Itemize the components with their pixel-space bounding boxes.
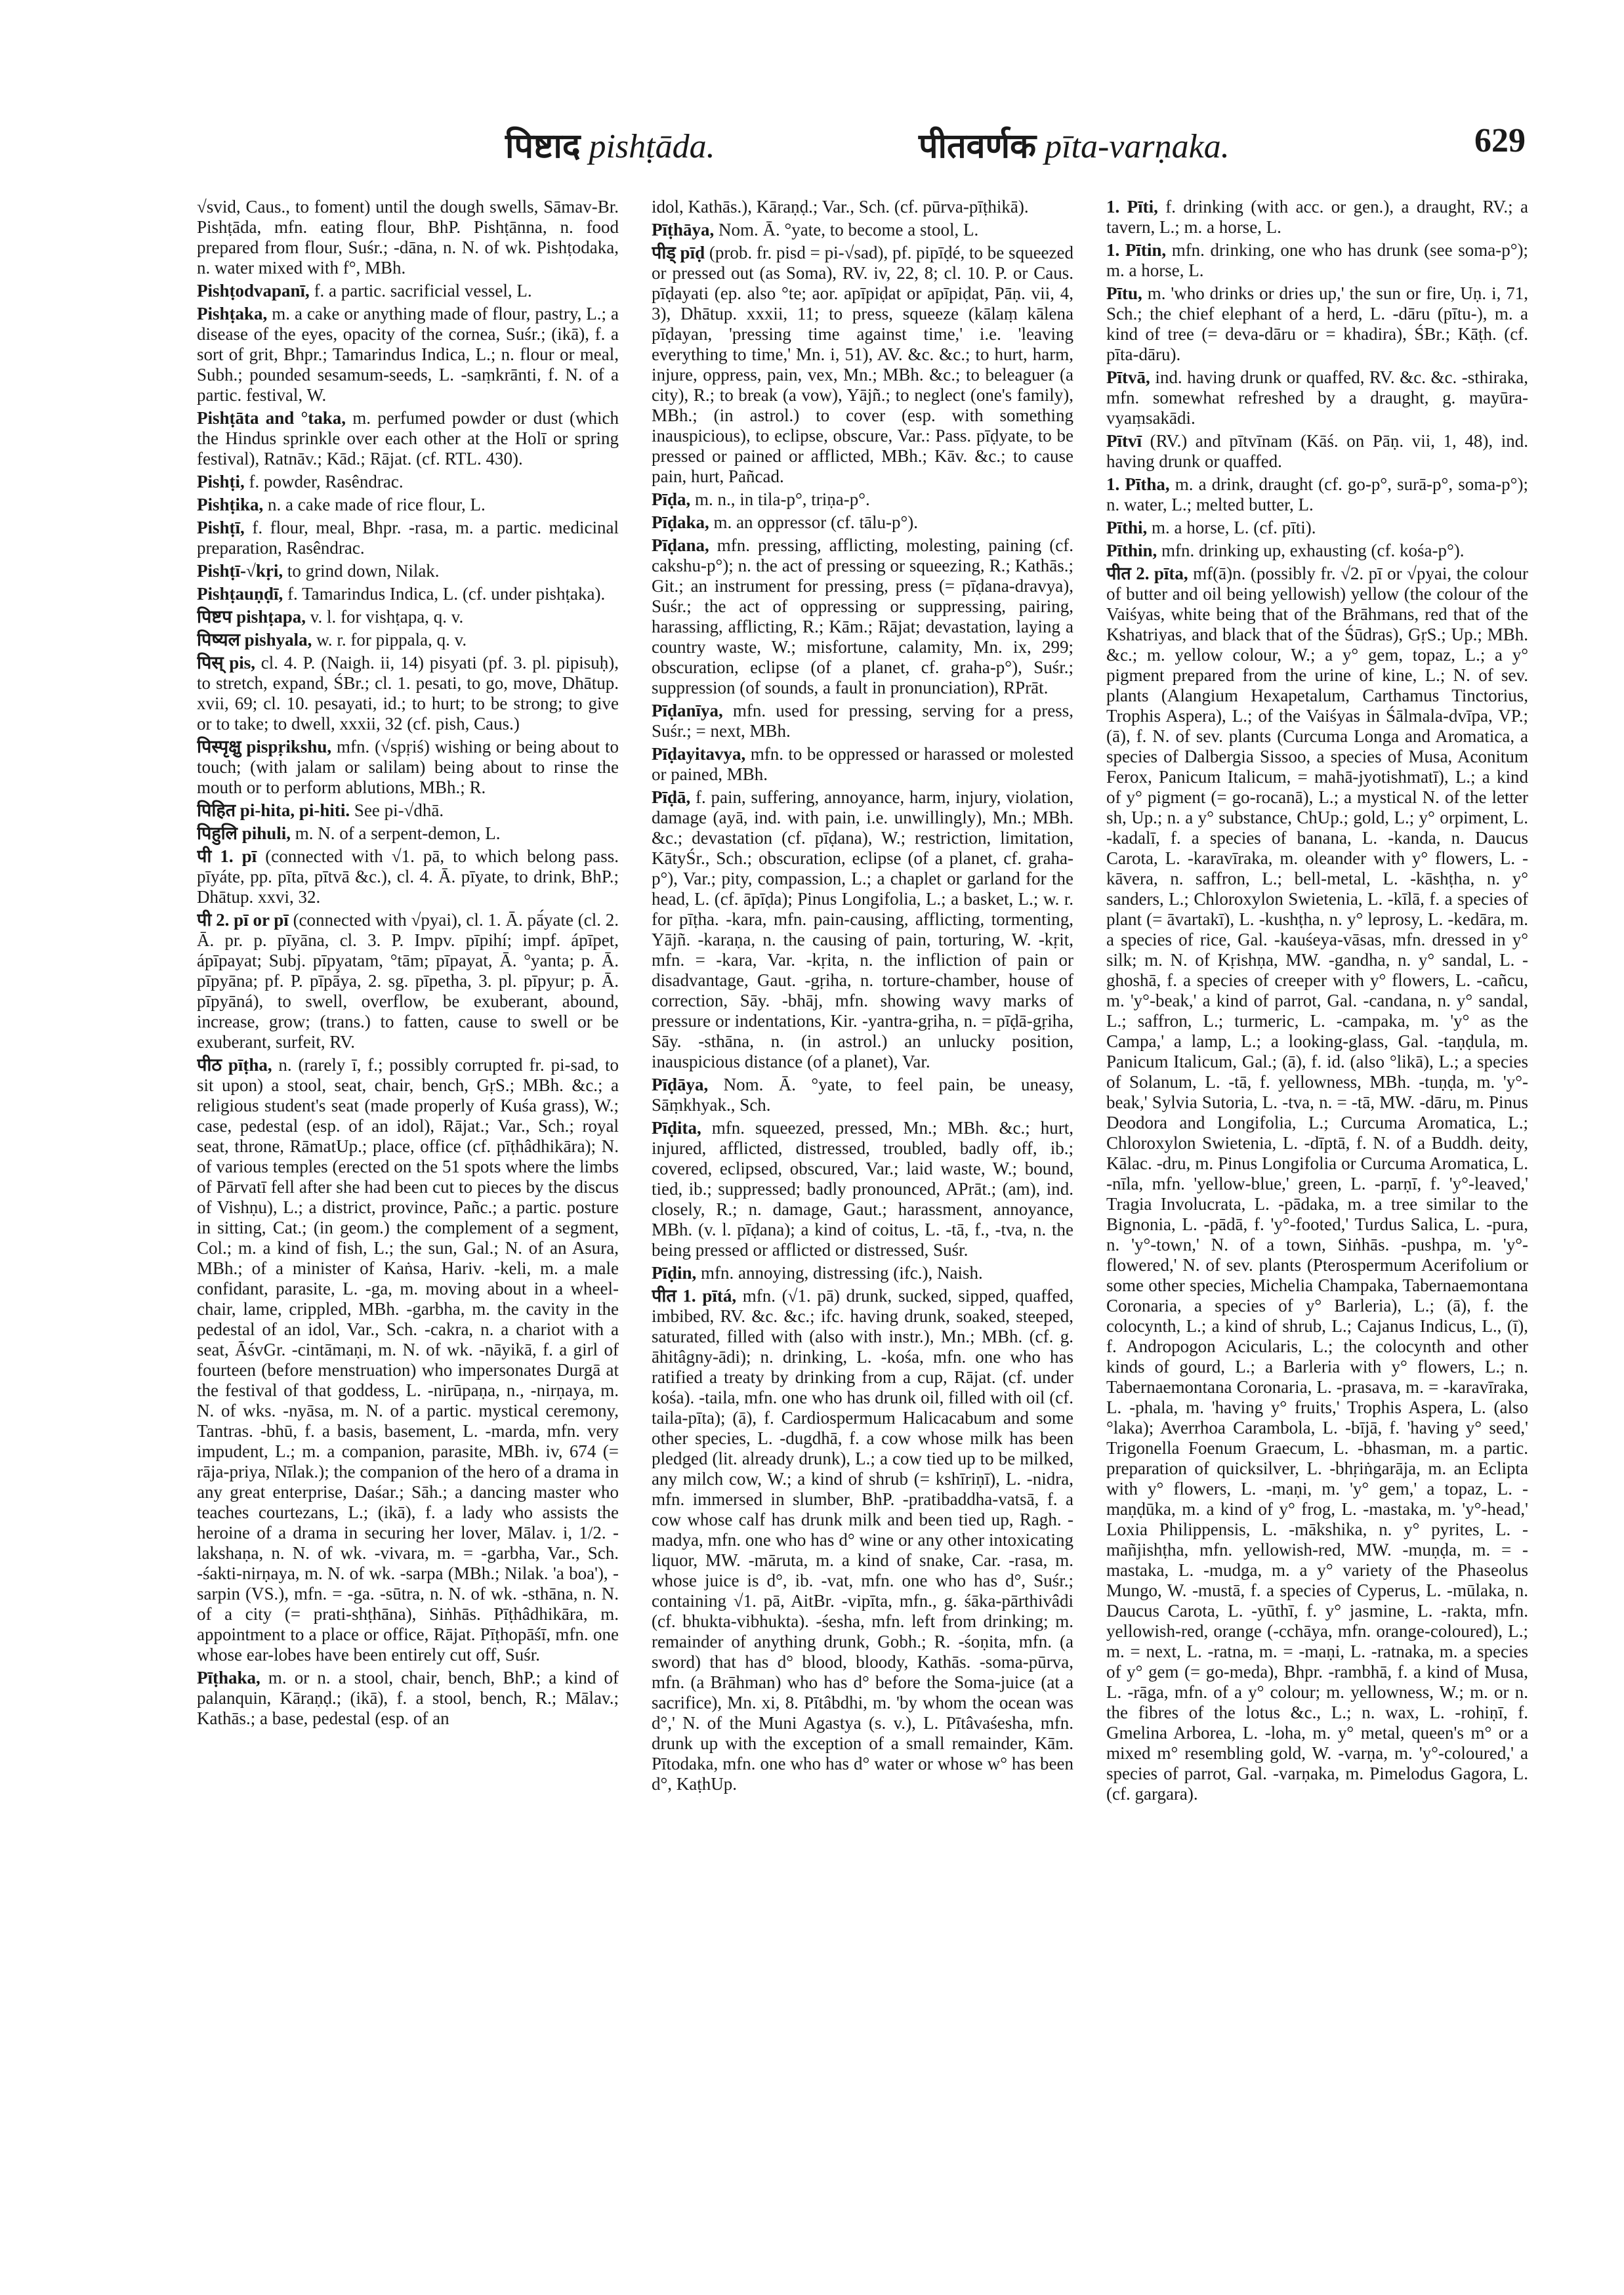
- dictionary-entry: [197, 800, 619, 821]
- dictionary-entry: [1106, 367, 1528, 428]
- entry-headword: Pīḍa,: [652, 489, 691, 509]
- entry-headword: पी 2. pī or pī: [197, 910, 289, 930]
- dictionary-entry: [652, 1286, 1073, 1794]
- entry-headword: Pishṭodvapanī,: [197, 281, 310, 300]
- entry-text: ind. having drunk or quaffed, RV. &c. &c. -sthiraka, mfn. somewhat refreshed by a draught, g. mayūra-vyaṃsakādi.: [1106, 367, 1528, 428]
- dictionary-entry: [652, 197, 1073, 217]
- entry-headword: 1. Pīti,: [1106, 197, 1158, 217]
- header-center-transliteration: pīta-varṇaka.: [1045, 128, 1230, 165]
- entry-text: n. a cake made of rice flour, L.: [268, 495, 486, 514]
- entry-headword: Pīḍana,: [652, 535, 709, 555]
- entry-headword: Pishṭika,: [197, 495, 264, 514]
- dictionary-entry: [1106, 197, 1528, 238]
- entry-text: m. a cake or anything made of flour, pastry, L.; a disease of the eyes, opacity of the cornea, Suśr.; (ikā), f. a sort of grit, Bhpr.; Tamarindus Indica, L.; n. flour or meal, Subh.; pounded sesamum-seeds, L. -saṃkrānti, f. N. of a partic. festival, W.: [197, 304, 619, 405]
- column-1: [197, 197, 619, 2231]
- entry-headword: Pīḍin,: [652, 1263, 697, 1283]
- entry-headword: Pīṭhaka,: [197, 1668, 260, 1687]
- entry-text: to grind down, Nilak.: [287, 561, 440, 581]
- entry-headword: Pīthi,: [1106, 518, 1148, 537]
- entry-text: f. flour, meal, Bhpr. -rasa, m. a partic. medicinal preparation, Rasêndrac.: [197, 518, 619, 558]
- dictionary-entry: [1106, 431, 1528, 472]
- dictionary-entry: [197, 630, 619, 650]
- entry-text: See pi-√dhā.: [354, 800, 444, 820]
- entry-headword: 1. Pītha,: [1106, 474, 1170, 494]
- dictionary-entry: [197, 737, 619, 798]
- entry-headword: Pishṭauṇḍī,: [197, 584, 283, 604]
- entry-text: v. l. for vishṭapa, q. v.: [310, 607, 464, 627]
- dictionary-entry: [652, 1263, 1073, 1283]
- entry-headword: Pītvī: [1106, 431, 1142, 451]
- dictionary-entry: [197, 910, 619, 1052]
- dictionary-entry: [1106, 240, 1528, 281]
- dictionary-entry: [1106, 474, 1528, 515]
- dictionary-entry: [652, 1118, 1073, 1260]
- entry-headword: Pishṭī,: [197, 518, 245, 537]
- entry-headword: पिहुलि pihuli,: [197, 823, 291, 843]
- entry-text: mfn. annoying, distressing (ifc.), Naish.: [701, 1263, 983, 1283]
- entry-text: mfn. (√1. pā) drunk, sucked, sipped, quaffed, imbibed, RV. &c. &c.; ifc. having drunk, soaked, steeped, saturated, filled with (also with instr.), Mn.; MBh. (cf. g. āhitâgny-ādi); n. drinking, L. -kośa, mfn. one who has ratified a treaty by drinking from a cup, Rājat. (cf. under kośa). -taila, mfn. one who has drunk oil, filled with oil (cf. taila-pīta); (ā), f. Cardiospermum Halicacabum and some other species, L. -dugdhā, f. a cow whose milk has been pledged (lit. already drunk), L.; a cow tied up to be milked, any milch cow, W.; a kind of shrub (= kshīriṇī), L. -nidra, mfn. immersed in slumber, BhP. -pratibaddha-vatsā, f. a cow whose calf has drunk milk and been tied up, Ragh. -madya, mfn. one who has d° wine or any other intoxicating liquor, MW. -māruta, m. a kind of snake, Car. -rasa, m. whose juice is d°, ib. -vat, mfn. one who has d°, Suśr.; containing √1. pā, AitBr. -vipīta, mfn., g. śāka-pārthivâdi (cf. bhukta-vibhukta). -śesha, mfn. left from drinking; m. remainder of anything drunk, Gobh.; R. -śoṇita, mfn. (a sword) that has d° blood, bloody, Kathās. -soma-pūrva, mfn. (a Brāhman) who has d° before the Soma-juice (at a sacrifice), Mn. xi, 8. Pītâbdhi, m. 'by whom the ocean was d°,' N. of the Muni Agastya (s. v.), L. Pītâvaśesha, mfn. drunk up with the exception of a small remainder, Kām. Pītodaka, mfn. one who has d° water or whose w° has been d°, KaṭhUp.: [652, 1286, 1073, 1794]
- dictionary-entry: [197, 304, 619, 405]
- entry-text: m. 'who drinks or dries up,' the sun or fire, Uṇ. i, 71, Sch.; the chief elephant of a herd, L. -dāru (pītu-), m. a kind of tree (= deva-dāru or = khadira), ŚBr.; Kāṭh. (cf. pīta-dāru).: [1106, 283, 1528, 364]
- entry-text: mfn. (√spṛiś) wishing or being about to touch; (with jalam or salilam) being about to rinse the mouth or to perform ablutions, MBh.; R.: [197, 737, 619, 797]
- dictionary-entry: [652, 220, 1073, 240]
- dictionary-entry: [197, 1668, 619, 1729]
- entry-headword: Pīḍayitavya,: [652, 744, 746, 764]
- entry-headword: Pishṭī-√kṛi,: [197, 561, 283, 581]
- dictionary-entry: [1106, 541, 1528, 561]
- entry-text: (connected with √1. pā, to which belong pass. pīyáte, pp. pīta, pītvā &c.), cl. 4. Ā. pīyate, to drink, BhP.; Dhātup. xxvi, 32.: [197, 846, 619, 907]
- entry-headword: Pīḍāya,: [652, 1075, 709, 1094]
- entry-headword: पीत 2. pīta,: [1106, 564, 1188, 583]
- entry-headword: पिहित pi-hita, pi-hiti.: [197, 800, 350, 820]
- entry-text: m. N. of a serpent-demon, L.: [295, 823, 501, 843]
- entry-headword: Pīḍaka,: [652, 512, 709, 532]
- dictionary-entry: [652, 701, 1073, 741]
- entry-text: mfn. to be oppressed or harassed or molested or pained, MBh.: [652, 744, 1073, 784]
- dictionary-entry: [197, 653, 619, 734]
- entry-headword: पीठ pīṭha,: [197, 1055, 272, 1075]
- entry-headword: पिष्टप pishṭapa,: [197, 607, 306, 627]
- entry-text: f. powder, Rasêndrac.: [249, 472, 404, 491]
- entry-headword: पी 1. pī: [197, 846, 257, 866]
- dictionary-entry: [197, 561, 619, 581]
- page-number: 629: [1474, 122, 1526, 159]
- column-2: [652, 197, 1073, 2231]
- entry-headword: पीत 1. pītá,: [652, 1286, 737, 1306]
- dictionary-entry: [197, 1055, 619, 1665]
- entry-text: (prob. fr. pisd = pi-√sad), pf. pipīḍé, to be squeezed or pressed out (as Soma), RV. iv, 22, 8; cl. 10. P. or Caus. pīḍayati (ep. also °te; aor. apīpiḍat or apīpiḍat, Pāṇ. vii, 4, 3), Dhātup. xxxii, 11; to press, squeeze (kālaṃ kālena pīḍayan, 'pressing time against time,' i.e. 'leaving everything to time,' Mn. i, 51), AV. &c. &c.; to hurt, harm, injure, oppress, pain, vex, Mn.; MBh. &c.; to beleaguer (a city), R.; to break (a vow), Yājñ.; to neglect (one's family), MBh.; (in astrol.) to cover (esp. with something inauspicious), to eclipse, obscure, Var.: Pass. pīḍyate, to be pressed or pained or afflicted, MBh.; Kāv. &c.; to cause pain, hurt, Pañcad.: [652, 243, 1073, 486]
- dictionary-entry: [197, 518, 619, 558]
- entry-headword: Pīṭhāya,: [652, 220, 715, 239]
- entry-text: m. or n. a stool, chair, bench, BhP.; a kind of palanquin, Kāraṇḍ.; (ikā), f. a stool, bench, R.; Mālav.; Kathās.; a base, pedestal (esp. of an: [197, 1668, 619, 1728]
- entry-text: mfn. drinking up, exhausting (cf. kośa-p°).: [1161, 541, 1465, 560]
- entry-text: Nom. Ā. °yate, to feel pain, be uneasy, Sāṃkhyak., Sch.: [652, 1075, 1073, 1115]
- dictionary-entry: [652, 744, 1073, 785]
- entry-text: mfn. squeezed, pressed, Mn.; MBh. &c.; hurt, injured, afflicted, distressed, troubled, badly off, ib.; covered, eclipsed, obscured, Var.; laid waste, W.; bound, tied, ib.; suppressed; badly pronounced, APrāt.; (am), ind. closely, R.; n. damage, Gaut.; harassment, annoyance, MBh. (v. l. pīḍana); a kind of coitus, L. -tā, f., -tva, n. the being pressed or afflicted or distressed, Suśr.: [652, 1118, 1073, 1260]
- dictionary-entry: [197, 823, 619, 844]
- entry-headword: 1. Pītin,: [1106, 240, 1167, 260]
- entry-text: f. Tamarindus Indica, L. (cf. under pishṭaka).: [287, 584, 606, 604]
- entry-text: Nom. Ā. °yate, to become a stool, L.: [718, 220, 979, 239]
- header-left-devanagari: पिष्टाद: [505, 127, 581, 166]
- entry-text: m. perfumed powder or dust (which the Hindus sprinkle over each other at the Holī or spring festival), Ratnāv.; Kād.; Rājat. (cf. RTL. 430).: [197, 408, 619, 468]
- entry-headword: पिस् pis,: [197, 653, 256, 672]
- dictionary-entry: [652, 1075, 1073, 1115]
- dictionary-entry: [1106, 518, 1528, 538]
- dictionary-entry: [197, 281, 619, 301]
- dictionary-entry: [197, 472, 619, 492]
- entry-text: √svid, Caus., to foment) until the dough swells, Sāmav-Br. Pishṭāda, mfn. eating flour, BhP. Pishṭānna, n. food prepared from flour, Suśr.; -dāna, n. N. of wk. Pishṭodaka, n. water mixed with f°, MBh.: [197, 197, 619, 278]
- columns: [197, 197, 1529, 2231]
- entry-text: m. a drink, draught (cf. go-p°, surā-p°, soma-p°); n. water, L.; melted butter, L.: [1106, 474, 1528, 514]
- dictionary-entry: [652, 489, 1073, 510]
- entry-text: mfn. pressing, afflicting, molesting, paining (cf. cakshu-p°); n. the act of pressing or squeezing, R.; Kathās.; Git.; an instrument for pressing, press (= pīḍana-dravya), Suśr.; the act of oppressing or suppressing, pairing, harassing, afflicting, R.; Kām.; Rājat; devastation, laying a country waste, W.; misfortune, calamity, Mn. ix, 299; obscuration, eclipse (of a planet, cf. graha-p°), Suśr.; suppression (of sounds, a fault in pronunciation), RPrāt.: [652, 535, 1073, 697]
- entry-headword: Pishṭāta and °taka,: [197, 408, 346, 428]
- header-right-headword: [919, 121, 1230, 168]
- entry-text: m. an oppressor (cf. tālu-p°).: [713, 512, 918, 532]
- entry-headword: Pītvā,: [1106, 367, 1150, 387]
- dictionary-entry: [197, 197, 619, 278]
- entry-text: mf(ā)n. (possibly fr. √2. pī or √pyai, the colour of butter and oil being yellowish) yellow (the colour of the Vaiśyas, white being that of the Brāhmans, red that of the Kshatriyas, and black that of the Śūdras), GṛS.; Up.; MBh. &c.; m. yellow colour, W.; a y° gem, topaz, L.; a y° pigment prepared from the urine of kine, L.; N. of sev. plants (Alangium Hexapetalum, Carthamus Tinctorius, Trophis Aspera), L.; of the Vaiśyas in Śālmala-dvīpa, VP.; (ā), f. N. of sev. plants (Curcuma Longa and Aromatica, a species of Dalbergia Sissoo, a species of Musa, Aconitum Ferox, Panicum Italicum, = mahā-jyotishmatī), L.; a kind of y° pigment (= go-rocanā), L.; a mystical N. of the letter sh, Up.; n. a y° substance, ChUp.; gold, L.; y° orpiment, L. -kadalī, f. a species of banana, L. -kanda, n. Daucus Carota, L. -karavīraka, m. oleander with y° flowers, L. -kāvera, n. saffron, L.; bell-metal, L. -kāshṭha, n. y° sanders, L.; Chloroxylon Swietenia, L. -kīlā, f. a species of plant (= āvartakī), L. -kushṭha, n. y° leprosy, L. -kedāra, m. a species of rice, Gal. -kauśeya-vāsas, mfn. dressed in y° silk; m. N. of Kṛishṇa, MW. -gandha, n. y° sandal, L. -ghoshā, f. a species of creeper with y° flowers, L. -cañcu, m. 'y°-beak,' a kind of parrot, Gal. -candana, n. y° sandal, L.; saffron, L.; turmeric, L. -campaka, m. 'y° as the Campa,' a lamp, L.; a looking-glass, Gal. -taṇḍula, m. Panicum Italicum, Gal.; (ā), f. id. (also °likā), L.; a species of Solanum, L. -tā, f. yellowness, MBh. -tuṇḍa, m. 'y°-beak,' Sylvia Sutoria, L. -tva, n. = -tā, MW. -dāru, m. Pinus Deodora and Longifolia, L.; Curcuma Aromatica, L.; Chloroxylon Swietenia, L. -dīptā, f. N. of a Buddh. deity, Kālac. -dru, m. Pinus Longifolia or Curcuma Aromatica, L. -nīla, mfn. 'yellow-blue,' green, L. -parṇī, f. 'y°-leaved,' Tragia Involucrata, L. -pādaka, m. a tree similar to the Bignonia, L. -pādā, f. 'y°-footed,' Turdus Salica, L. -pura, n. 'y°-town,' N. of a town, Siṅhās. -pushpa, m. 'y°-flowered,' N. of sev. plants (Pterospermum Acerifolium or some other species, Michelia Champaka, Tabernaemontana Coronaria, a species of y° Barleria), L.; (ā), f. the colocynth, L.; a kind of shrub, L.; Cajanus Indicus, L., (ī), f. Andropogon Acicularis, L.; the colocynth and other kinds of gourd, L.; a Barleria with y° flowers, L.; n. Tabernaemontana Coronaria, L. -prasava, m. = -karavīraka, L. -phala, m. 'having y° fruits,' Trophis Aspera, L. (also °laka); Averrhoa Carambola, L. -bījā, f. 'having y° seed,' Trigonella Foenum Graecum, L. -bhasman, m. a partic. preparation of quicksilver, L. -bhṛiṅgarāja, m. an Eclipta with y° flowers, L. -maṇi, m. 'y° gem,' a topaz, L. -maṇḍūka, m. a kind of y° frog, L. -mastaka, m. 'y°-head,' Loxia Philippensis, L. -mākshika, n. y° pyrites, L. -mañjishṭha, mfn. yellowish-red, MW. -muṇḍa, m. = -mastaka, L. -mudga, m. a y° variety of the Phaseolus Mungo, W. -mustā, f. a species of Cyperus, L. -mūlaka, n. Daucus Carota, L. -yūthī, f. y° jasmine, L. -rakta, mfn. yellowish-red, orange (-cchāya, mfn. orange-coloured), L.; m. = next, L. -ratna, m. = -maṇi, L. -ratnaka, m. a species of y° gem (= go-meda), Bhpr. -rambhā, f. a kind of Musa, L. -rāga, mfn. of a y° colour; m. yellowness, W.; m. or n. the fibres of the lotus &c., L.; n. wax, L. -rohiṇī, f. Gmelina Arborea, L. -loha, m. y° metal, queen's m° or a mixed m° resembling gold, W. -varṇa, m. 'y°-coloured,' a species of parrot, Gal. -varṇaka, m. Pimelodus Gagora, L. (cf. gargara).: [1106, 564, 1528, 1804]
- entry-text: f. drinking (with acc. or gen.), a draught, RV.; a tavern, L.; m. a horse, L.: [1106, 197, 1528, 237]
- dictionary-entry: [652, 787, 1073, 1072]
- entry-text: f. pain, suffering, annoyance, harm, injury, violation, damage (ayā, ind. with pain, i.e. unwillingly), Mn.; MBh. &c.; devastation (cf. pīḍana), W.; restriction, limitation, KātyŚr., Sch.; obscuration, eclipse (of a planet, cf. graha-p°), Var.; pity, compassion, L.; a chaplet or garland for the head, L. (cf. āpīḍa); Pinus Longifolia, L.; a basket, L.; w. r. for pīṭha. -kara, mfn. pain-causing, afflicting, tormenting, Yājñ. -karaṇa, n. the causing of pain, torturing, W. -kṛit, mfn. = -kara, Var. -kṛita, n. the infliction of pain or disadvantage, Gaut. -gṛiha, n. torture-chamber, house of correction, Sāy. -bhāj, mfn. showing wavy marks of pressure or indentations, Kir. -yantra-gṛiha, n. = pīḍā-gṛiha, Sāy. -sthāna, n. (in astrol.) an unlucky position, inauspicious distance (of a planet), Var.: [652, 787, 1073, 1071]
- column-3: [1106, 197, 1528, 2231]
- page-header: [197, 115, 1526, 187]
- dictionary-entry: [197, 584, 619, 604]
- entry-headword: पिस्पृक्षु pispṛikshu,: [197, 737, 332, 756]
- entry-headword: पीड् pīḍ: [652, 243, 705, 262]
- entry-text: cl. 4. P. (Naigh. ii, 14) pisyati (pf. 3. pl. pipisuḥ), to stretch, expand, ŚBr.; cl. 1. pesati, to go, move, Dhātup. xvii, 69; cl. 10. pesayati, id.; to hurt; to be strong; to give or to take; to dwell, xxxii, 32 (cf. pish, Caus.): [197, 653, 619, 734]
- entry-headword: Pīḍanīya,: [652, 701, 723, 720]
- entry-headword: पिष्यल pishyala,: [197, 630, 312, 650]
- dictionary-entry: [1106, 283, 1528, 365]
- dictionary-entry: [197, 408, 619, 469]
- dictionary-entry: [652, 512, 1073, 533]
- entry-text: mfn. drinking, one who has drunk (see soma-p°); m. a horse, L.: [1106, 240, 1528, 280]
- entry-headword: Pītu,: [1106, 283, 1142, 303]
- entry-text: mfn. used for pressing, serving for a press, Suśr.; = next, MBh.: [652, 701, 1073, 741]
- entry-headword: Pishṭi,: [197, 472, 245, 491]
- entry-text: m. a horse, L. (cf. pīti).: [1152, 518, 1316, 537]
- entry-text: (connected with √pyai), cl. 1. Ā. pā́yate (cl. 2. Ā. pr. p. pīyāna, cl. 3. P. Impv. pīpihí; impf. ápīpet, ápīpayat; Subj. pīpyatam, °tām; pīpayat, Ā. °yanta; p. Ā. pīpyāna; pf. P. pīpā́ya, 2. sg. pīpetha, 3. pl. pīpyur; p. Ā. pīpyāná), to swell, overflow, be exuberant, abound, increase, grow; (trans.) to fatten, cause to swell or be exuberant, surfeit, RV.: [197, 910, 619, 1052]
- header-left-transliteration: pishṭāda.: [589, 128, 715, 165]
- entry-text: (RV.) and pītvīnam (Kāś. on Pāṇ. vii, 1, 48), ind. having drunk or quaffed.: [1106, 431, 1528, 471]
- header-left-headword: [505, 121, 715, 168]
- entry-text: idol, Kathās.), Kāraṇḍ.; Var., Sch. (cf. pūrva-pīṭhikā).: [652, 197, 1029, 217]
- entry-headword: Pīthin,: [1106, 541, 1157, 560]
- dictionary-entry: [197, 495, 619, 515]
- entry-text: n. (rarely ī, f.; possibly corrupted fr. pi-sad, to sit upon) a stool, seat, chair, bench, GṛS.; MBh. &c.; a religious student's seat (made properly of Kuśa grass), W.; case, pedestal (esp. of an idol), Rājat.; Var., Sch.; royal seat, throne, RāmatUp.; place, office (cf. pīṭhâdhikāra); N. of various temples (erected on the 51 spots where the limbs of Pārvatī fell after she had been cut to pieces by the discus of Vishṇu), L.; a district, province, Pañc.; a partic. posture in sitting, Cat.; (in geom.) the complement of a segment, Col.; m. a kind of fish, L.; the sun, Gal.; N. of an Asura, MBh.; of a minister of Kaṅsa, Hariv. -keli, m. a male confidant, parasite, L. -ga, m. moving about in a wheel-chair, lame, crippled, MBh. -garbha, m. the cavity in the pedestal of an idol, Var., Sch. -cakra, n. a chariot with a seat, ĀśvGr. -cintāmaṇi, m. N. of wk. -nāyikā, f. a girl of fourteen (before menstruation) who impersonates Durgā at the festival of that goddess, L. -nirūpaṇa, n., -nirṇaya, m. N. of wks. -nyāsa, m. N. of a partic. mystical ceremony, Tantras. -bhū, f. a basis, basement, L. -marda, mfn. very impudent, L.; m. a companion, parasite, MBh. iv, 674 (= rāja-priya, Nīlak.); the companion of the hero of a drama in any great enterprise, Daśar.; Sāh.; a dancing master who teaches courtezans, L.; (ikā), f. a lady who assists the heroine of a drama in securing her lover, Mālav. i, 1/2. -lakshaṇa, n. N. of wk. -vivara, m. = -garbha, Var., Sch. -śakti-nirṇaya, m. N. of wk. -sarpa (MBh.; Nilak. 'a boa'), -sarpin (VS.), mfn. = -ga. -sūtra, n. N. of wk. -sthāna, n. N. of a city (= prati-shṭhāna), Siṅhās. Pīṭhâdhikāra, m. appointment to a place or office, Rājat. Pīṭhopāśī, mfn. one whose ear-lobes have been entirely cut off, Suśr.: [197, 1055, 619, 1664]
- header-center-devanagari: पीतवर्णक: [919, 127, 1037, 166]
- entry-headword: Pishṭaka,: [197, 304, 268, 323]
- entry-headword: Pīḍā,: [652, 787, 691, 807]
- entry-text: f. a partic. sacrificial vessel, L.: [314, 281, 532, 300]
- dictionary-entry: [197, 607, 619, 627]
- dictionary-entry: [1106, 564, 1528, 1804]
- dictionary-entry: [652, 243, 1073, 487]
- entry-headword: Pīḍita,: [652, 1118, 701, 1138]
- dictionary-entry: [652, 535, 1073, 698]
- entry-text: m. n., in tila-p°, triṇa-p°.: [695, 489, 870, 509]
- entry-text: w. r. for pippala, q. v.: [316, 630, 467, 650]
- dictionary-entry: [197, 846, 619, 907]
